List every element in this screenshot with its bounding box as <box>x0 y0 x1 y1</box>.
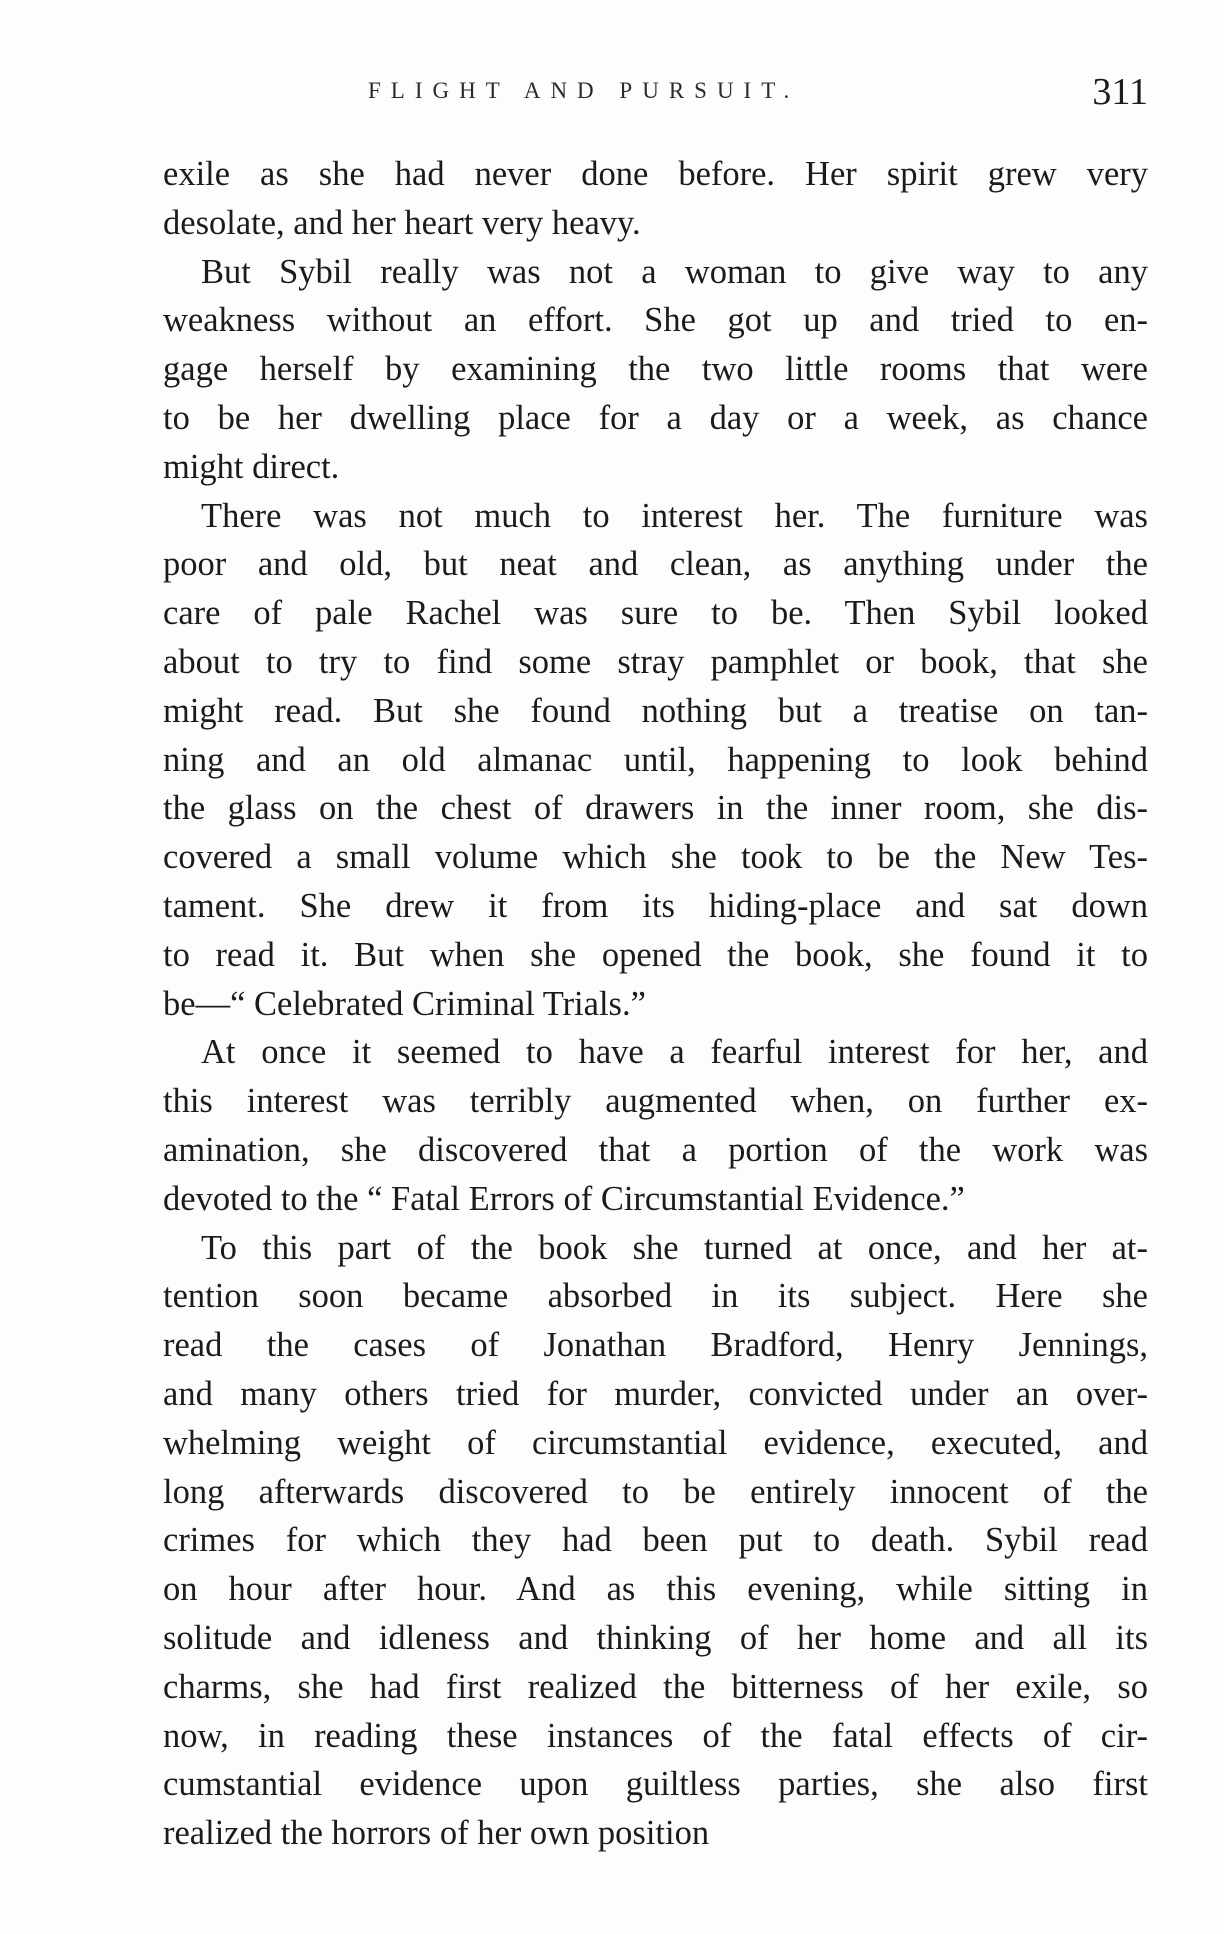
text-line: cumstantial evidence upon guiltless parties, she also first <box>163 1765 1148 1804</box>
text-line: exile as she had never done before. Her spirit grew very <box>163 155 1148 193</box>
text-line: tament. She drew it from its hiding-place and sat down <box>163 886 1148 925</box>
text-line: solitude and idleness and thinking of her home and all its <box>163 1618 1148 1657</box>
text-line: realized the horrors of her own position <box>163 1814 710 1853</box>
running-head <box>163 70 1148 113</box>
text-line: There was not much to interest her. The furniture was <box>201 496 1148 535</box>
text-line: be—“ Celebrated Criminal Trials.” <box>163 984 646 1023</box>
text-line: But Sybil really was not a woman to give way to any <box>201 252 1148 291</box>
text-line: covered a small volume which she took to be the New Tes- <box>163 838 1148 877</box>
text-line: long afterwards discovered to be entirely innocent of the <box>163 1472 1148 1511</box>
text-line: charms, she had first realized the bitterness of her exile, so <box>163 1667 1148 1706</box>
running-title: FLIGHT AND PURSUIT. <box>368 78 800 103</box>
page-number: 311 <box>1092 71 1148 113</box>
text-line: might direct. <box>163 447 340 486</box>
text-line: To this part of the book she turned at once, and her at- <box>201 1228 1148 1267</box>
text-line: At once it seemed to have a fearful interest for her, and <box>201 1033 1148 1072</box>
text-line: care of pale Rachel was sure to be. Then Sybil looked <box>163 594 1148 633</box>
text-line: weakness without an effort. She got up and tried to en- <box>163 301 1148 340</box>
text-line: to be her dwelling place for a day or a week, as chance <box>163 398 1148 437</box>
text-line: whelming weight of circumstantial evidence, executed, and <box>163 1423 1148 1462</box>
text-line: the glass on the chest of drawers in the inner room, she dis- <box>163 789 1148 828</box>
text-line: this interest was terribly augmented when, on further ex- <box>163 1082 1148 1121</box>
text-line: devoted to the “ Fatal Errors of Circumstantial Evidence.” <box>163 1179 965 1218</box>
body-text <box>163 150 1148 1858</box>
text-line: poor and old, but neat and clean, as anything under the <box>163 545 1148 584</box>
text-line: ning and an old almanac until, happening to look behind <box>163 740 1148 779</box>
text-line: to read it. But when she opened the book, she found it to <box>163 935 1148 974</box>
text-line: gage herself by examining the two little rooms that were <box>163 350 1148 389</box>
text-line: amination, she discovered that a portion of the work was <box>163 1130 1148 1169</box>
text-line: tention soon became absorbed in its subject. Here she <box>163 1277 1148 1316</box>
text-line: now, in reading these instances of the fatal effects of cir- <box>163 1716 1148 1755</box>
text-line: and many others tried for murder, convicted under an over- <box>163 1374 1148 1413</box>
text-line: desolate, and her heart very heavy. <box>163 203 641 242</box>
text-line: might read. But she found nothing but a treatise on tan- <box>163 691 1148 730</box>
text-line: read the cases of Jonathan Bradford, Henry Jennings, <box>163 1326 1148 1365</box>
text-line: about to try to find some stray pamphlet or book, that she <box>163 642 1148 681</box>
text-line: on hour after hour. And as this evening, while sitting in <box>163 1570 1148 1609</box>
text-line: crimes for which they had been put to death. Sybil read <box>163 1521 1148 1560</box>
